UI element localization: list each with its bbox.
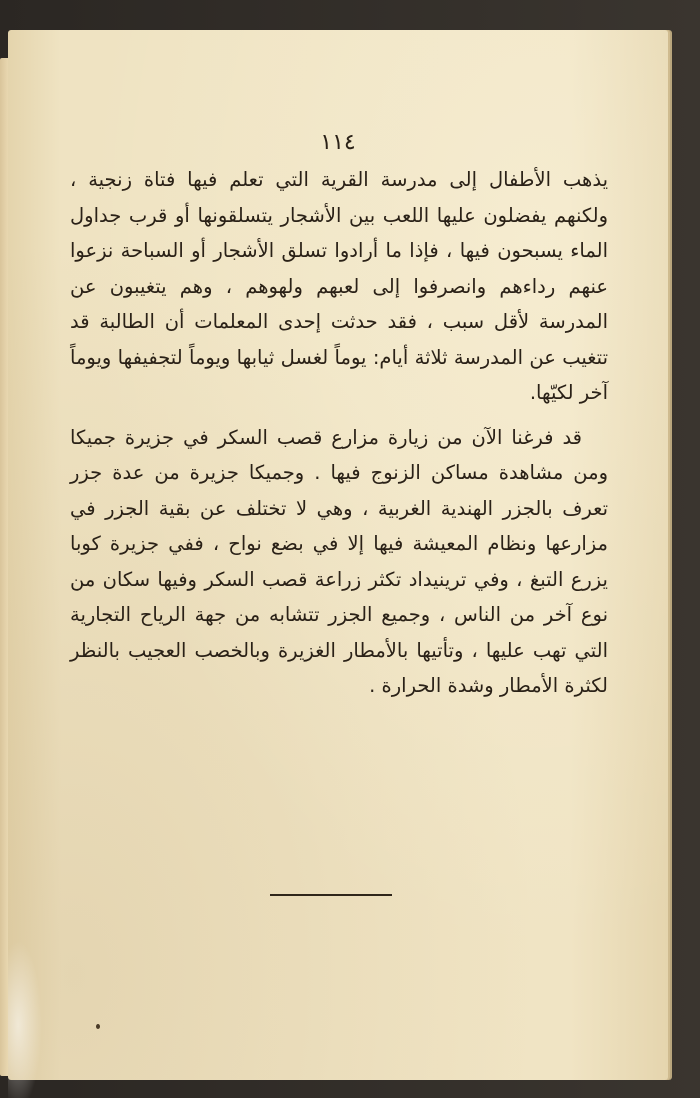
page-number: ١١٤ [320, 130, 356, 155]
paragraph-2: قد فرغنا الآن من زيارة مزارع قصب السكر في جزيرة جميكا ومن مشاهدة مساكن الزنوج فيها . وجميكا جزيرة من عدة جزر تعرف بالجزر الهندية الغربية ، وهي لا تختلف عن بقية الجزر في مزارعها ونظام المعيشة فيها إلا في بضع نواح ، ففي جزيرة كوبا يزرع التبغ ، وفي ترينيداد تكثر زراعة قصب السكر وفيها سكان من نوع آخر من الناس ، وجميع الجزر تتشابه من جهة الرياح التجارية التي تهب عليها ، وتأتيها بالأمطار الغزيرة وبالخصب العجيب بالنظر لكثرة الأمطار وشدة الحرارة . [70, 425, 608, 697]
paper-stain [8, 940, 42, 1098]
book-page [8, 30, 668, 1080]
ink-speck [96, 1024, 100, 1029]
paragraph-1: يذهب الأطفال إلى مدرسة القرية التي تعلم فيها فتاة زنجية ، ولكنهم يفضلون عليها اللعب بين الأشجار يتسلقونها أو قرب جداول الماء يسبحون فيها ، فإذا ما أرادوا تسلق الأشجار أو السباحة نزعوا عنهم رداءهم وانصرفوا إلى لعبهم ولهوهم ، وهم يتغيبون عن المدرسة لأقل سبب ، فقد حدثت إحدى المعلمات أن الطالبة قد تتغيب عن المدرسة ثلاثة أيام: يوماً لغسل ثيابها ويوماً لتجفيفها ويوماً آخر لكيّها. [70, 168, 608, 404]
section-separator-line [270, 894, 392, 896]
body-text [70, 162, 608, 704]
